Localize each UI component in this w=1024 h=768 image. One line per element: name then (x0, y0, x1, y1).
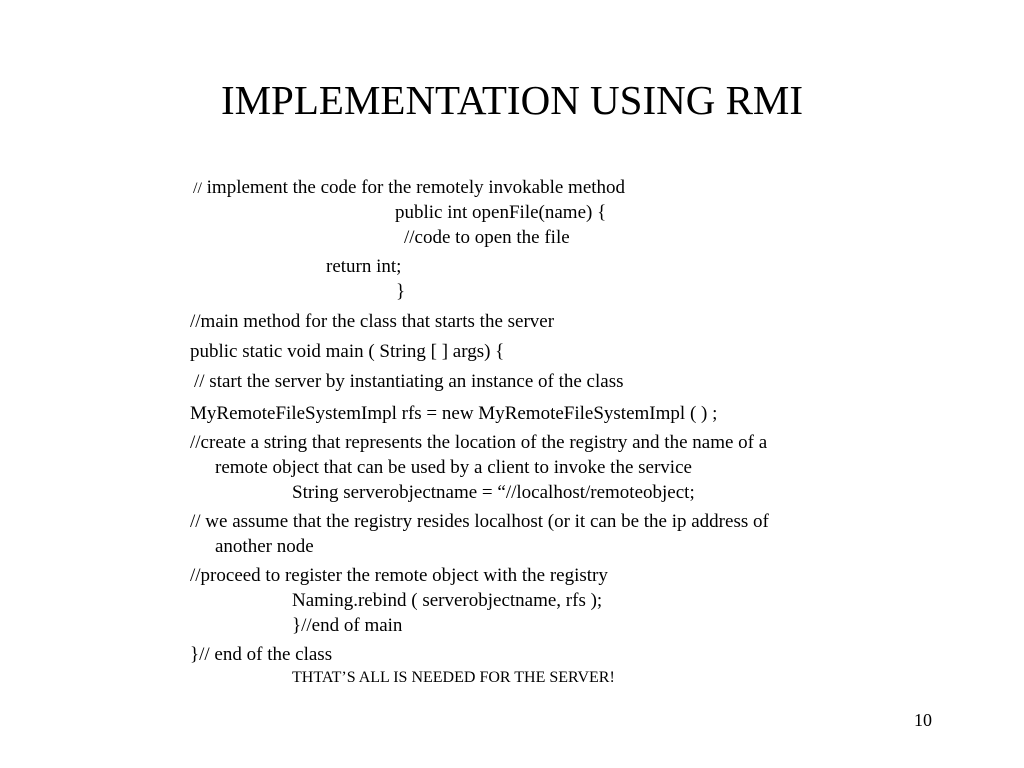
start-comment: // start the server by instantiating an instance of the class (194, 371, 624, 392)
slide-title: IMPLEMENTATION USING RMI (220, 77, 804, 123)
page-number: 10 (914, 710, 932, 730)
server-object-name: String serverobjectname = “//localhost/remoteobject; (292, 482, 695, 503)
main-comment: //main method for the class that starts the server (190, 311, 555, 332)
implement-comment-line (193, 176, 625, 201)
return-statement: return int; (326, 256, 402, 277)
open-file-signature: public int openFile(name) { (395, 202, 607, 223)
rebind-call: Naming.rebind ( serverobjectname, rfs ); (292, 590, 603, 611)
assume-comment-line1: // we assume that the registry resides localhost (or it can be the ip address of (190, 511, 769, 532)
close-brace: } (396, 281, 406, 302)
implement-comment: implement the code for the remotely invokable method (201, 177, 626, 198)
instantiation: MyRemoteFileSystemImpl rfs = new MyRemoteFileSystemImpl ( ) ; (190, 403, 718, 424)
open-file-comment: //code to open the file (404, 227, 570, 248)
end-of-class: }// end of the class (190, 644, 333, 665)
register-comment: //proceed to register the remote object with the registry (190, 565, 608, 586)
assume-comment-line2: another node (215, 536, 314, 557)
registry-comment-line1: //create a string that represents the location of the registry and the name of a (190, 432, 768, 453)
closing-note: THTAT’S ALL IS NEEDED FOR THE SERVER! (292, 669, 615, 686)
end-of-main: }//end of main (292, 615, 403, 636)
comment-prefix: // (193, 180, 202, 197)
main-signature: public static void main ( String [ ] args) { (190, 341, 505, 362)
registry-comment-line2: remote object that can be used by a client to invoke the service (215, 457, 692, 478)
